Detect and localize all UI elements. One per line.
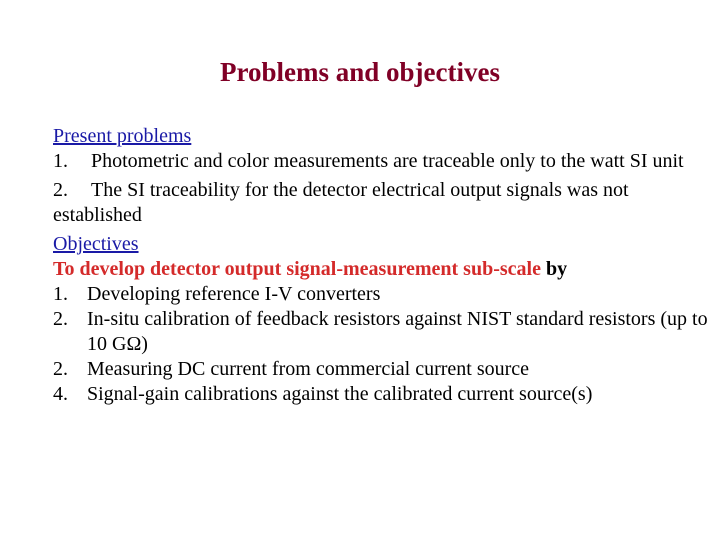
- item-number: 2.: [53, 358, 68, 380]
- slide-body: [53, 124, 713, 407]
- objectives-lead-by: by: [545, 258, 568, 280]
- item-number: 2.: [53, 308, 68, 330]
- objectives-heading: Objectives: [53, 233, 139, 255]
- item-number: 2.: [53, 179, 68, 201]
- objective-item-4: [53, 382, 713, 407]
- page-title: Problems and objectives: [220, 57, 500, 87]
- item-text: The SI traceability for the detector electrical output signals was not established: [53, 179, 629, 226]
- objective-item-3: [53, 357, 713, 382]
- present-problems-heading: Present problems: [53, 125, 192, 147]
- item-number: 1.: [53, 150, 68, 172]
- item-text: Developing reference I-V converters: [87, 283, 381, 305]
- item-number: 4.: [53, 383, 68, 405]
- item-text: Signal-gain calibrations against the calibrated current source(s): [87, 383, 593, 405]
- present-problem-item-1: [53, 149, 713, 174]
- item-text: In-situ calibration of feedback resistors against NIST standard resistors (up to 10 GΩ): [87, 308, 708, 355]
- objectives-lead-red: To develop detector output signal-measurement sub-scale: [53, 258, 541, 280]
- objective-item-2: [53, 307, 713, 357]
- item-text: Measuring DC current from commercial current source: [87, 358, 530, 380]
- item-number: 1.: [53, 283, 68, 305]
- objectives-lead: [53, 257, 713, 282]
- item-text: Photometric and color measurements are traceable only to the watt SI unit: [91, 150, 684, 172]
- present-problem-item-2: [53, 178, 713, 228]
- objective-item-1: [53, 282, 713, 307]
